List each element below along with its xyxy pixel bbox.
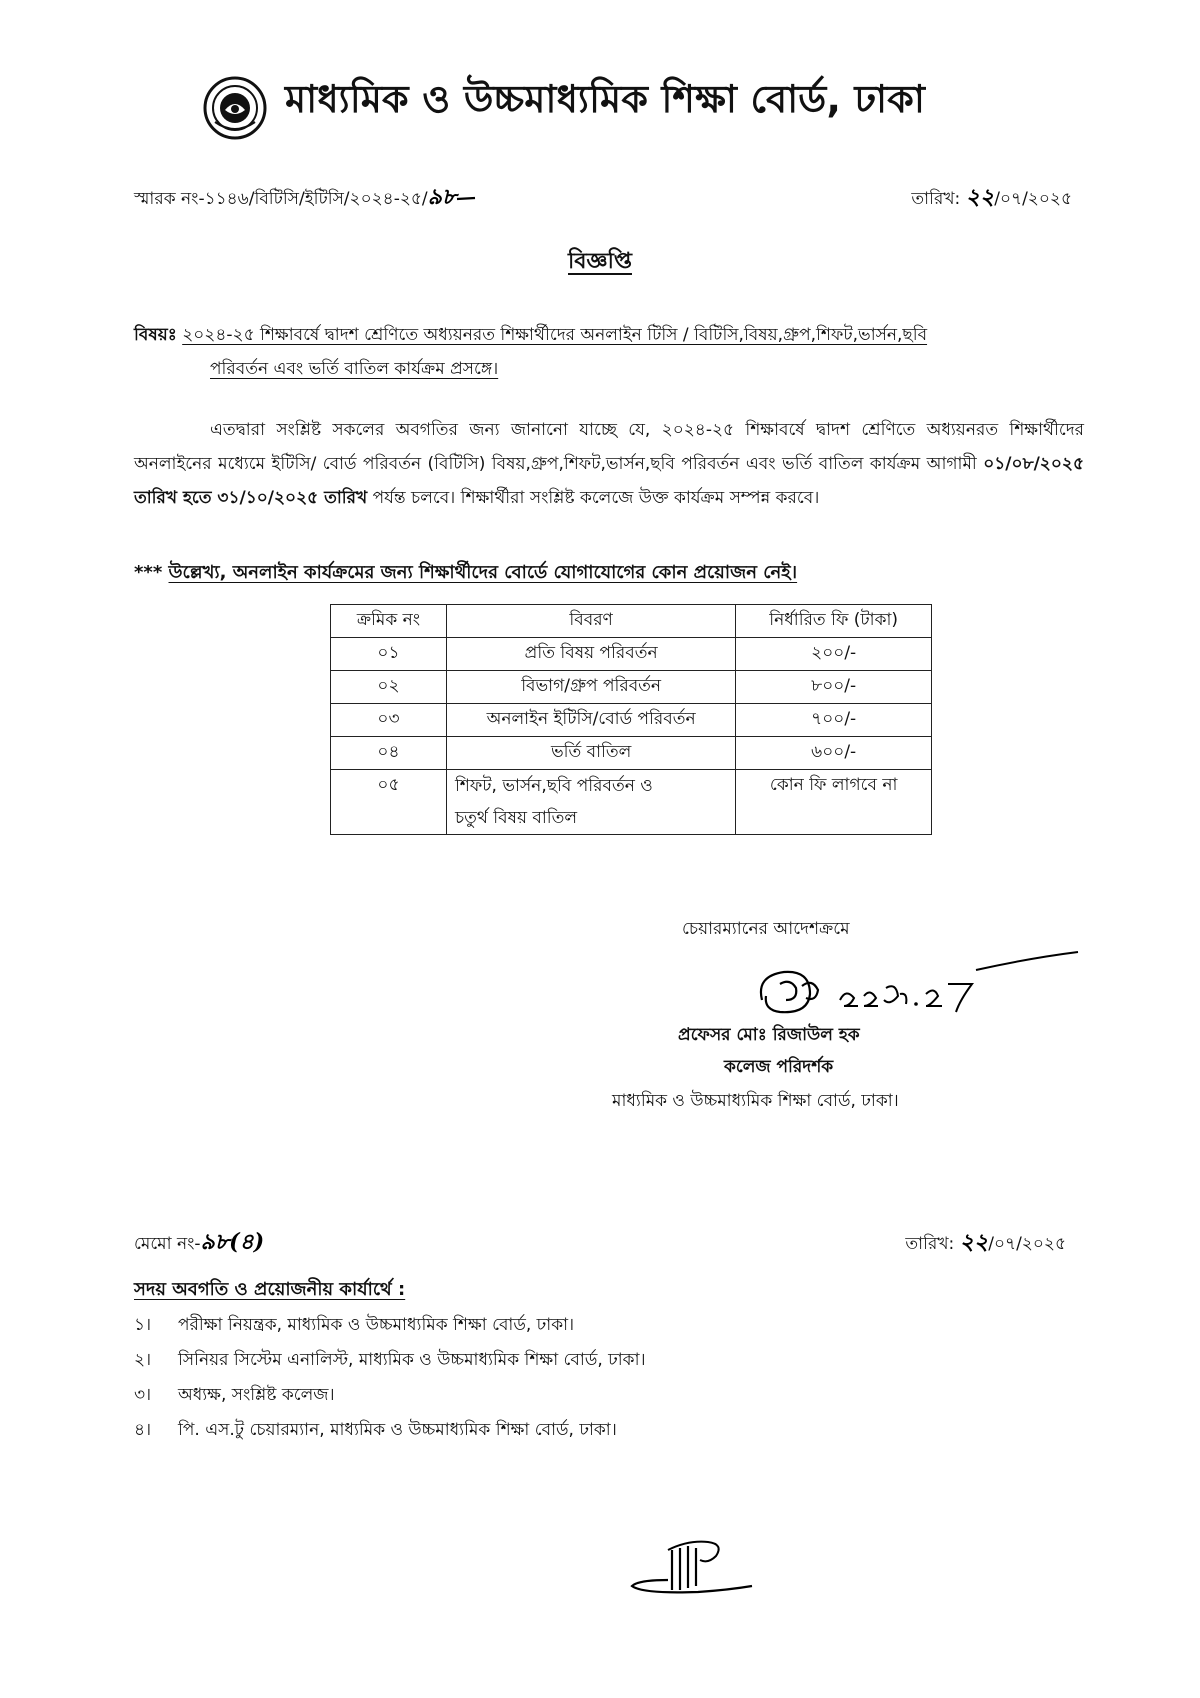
body-text-after: পর্যন্ত চলবে। শিক্ষার্থীরা সংশ্লিষ্ট কলেজে উক্ত কার্যক্রম সম্পন্ন করবে। <box>367 488 820 508</box>
date-label: তারিখ: <box>911 189 966 209</box>
fee-table <box>330 604 932 835</box>
date-rest: /০৭/২০২৫ <box>994 189 1072 209</box>
cell-serial: ০৪ <box>331 737 447 770</box>
cell-fee: ৮০০/- <box>736 671 932 704</box>
list-item-text: অধ্যক্ষ, সংশ্লিষ্ট কলেজ। <box>178 1385 335 1405</box>
memo-ref-handwritten: ৯৮ <box>427 184 457 210</box>
subject-line-2: পরিবর্তন এবং ভর্তি বাতিল কার্যক্রম প্রসঙ্গে। <box>210 359 499 379</box>
cell-serial: ০১ <box>331 638 447 671</box>
cell-serial: ০৩ <box>331 704 447 737</box>
cell-description-line-1: শিফট, ভার্সন,ছবি পরিবর্তন ও <box>454 776 653 796</box>
list-item <box>134 1378 646 1413</box>
subject-line-1: ২০২৪-২৫ শিক্ষাবর্ষে দ্বাদশ শ্রেণিতে অধ্যয়নরত শিক্ষার্থীদের অনলাইন টিসি / বিটিসি,বিষয়,গ্রুপ,শিফট,ভার্সন,ছবি <box>182 325 928 345</box>
board-seal-icon <box>203 76 267 140</box>
date2-label: তারিখ: <box>905 1234 960 1254</box>
distribution-title: সদয় অবগতি ও প্রয়োজনীয় কার্যার্থে : <box>134 1279 406 1300</box>
cell-serial: ০৫ <box>331 770 447 835</box>
list-item-number: ১। <box>134 1315 152 1335</box>
memo2-date <box>905 1225 1066 1262</box>
date-day-handwritten: ২২ <box>965 184 995 210</box>
order-line: চেয়ারম্যানের আদেশক্রমে <box>682 919 850 939</box>
cell-description-line-2: চতুর্থ বিষয় বাতিল <box>454 808 578 828</box>
list-item <box>134 1343 646 1378</box>
list-item-number: ৪। <box>134 1420 152 1440</box>
list-item-number: ৩। <box>134 1385 152 1405</box>
signatory-name: প্রফেসর মোঃ রিজাউল হক <box>678 1025 860 1045</box>
notice-title-text: বিজ্ঞপ্তি <box>568 249 632 274</box>
note-line <box>134 558 797 589</box>
memo2-ref-handwritten: ৯৮(৪) <box>200 1229 265 1255</box>
body-date-range: ০১/০৮/২০২৫ তারিখ হতে ৩১/১০/২০২৫ তারিখ <box>134 454 1084 508</box>
cell-fee: কোন ফি লাগবে না <box>736 770 932 835</box>
list-item-text: পরীক্ষা নিয়ন্ত্রক, মাধ্যমিক ও উচ্চমাধ্যমিক শিক্ষা বোর্ড, ঢাকা। <box>178 1315 575 1335</box>
table-header-row <box>331 605 932 638</box>
note-stars: *** <box>134 562 169 583</box>
list-item-text: সিনিয়র সিস্টেম এনালিস্ট, মাধ্যমিক ও উচ্চমাধ্যমিক শিক্ষা বোর্ড, ঢাকা। <box>178 1350 646 1370</box>
memo-reference <box>134 180 476 217</box>
cell-description: অনলাইন ইটিসি/বোর্ড পরিবর্তন <box>446 704 735 737</box>
handwritten-dash-mark <box>456 193 476 205</box>
cell-description: প্রতি বিষয় পরিবর্তন <box>446 638 735 671</box>
col-header-description: বিবরণ <box>446 605 735 638</box>
cell-description: ভর্তি বাতিল <box>446 737 735 770</box>
cell-fee: ৭০০/- <box>736 704 932 737</box>
col-header-serial: ক্রমিক নং <box>331 605 447 638</box>
cell-description <box>446 770 735 835</box>
signatory-designation: কলেজ পরিদর্শক <box>724 1057 834 1077</box>
memo-date <box>911 180 1072 217</box>
note-text: উল্লেখ্য, অনলাইন কার্যক্রমের জন্য শিক্ষার্থীদের বোর্ডে যোগাযোগের কোন প্রয়োজন নেই। <box>168 562 798 583</box>
cell-description: বিভাগ/গ্রুপ পরিবর্তন <box>446 671 735 704</box>
date2-day-handwritten: ২২ <box>959 1229 989 1255</box>
table-row <box>331 638 932 671</box>
list-item-text: পি. এস.টু চেয়ারম্যান, মাধ্যমিক ও উচ্চমাধ্যমিক শিক্ষা বোর্ড, ঢাকা। <box>178 1420 617 1440</box>
cell-serial: ০২ <box>331 671 447 704</box>
memo2-ref-printed: মেমো নং- <box>134 1234 201 1254</box>
handwritten-initials-signature <box>628 1536 758 1598</box>
col-header-fee: নির্ধারিত ফি (টাকা) <box>736 605 932 638</box>
cell-fee: ২০০/- <box>736 638 932 671</box>
subject-label: বিষয়ঃ <box>134 325 177 345</box>
memo-ref-printed: স্মারক নং-১১৪৬/বিটিসি/ইটিসি/২০২৪-২৫/ <box>134 189 428 209</box>
body-paragraph <box>134 413 1084 515</box>
table-row <box>331 704 932 737</box>
table-row <box>331 671 932 704</box>
handwritten-signature <box>750 948 1080 1032</box>
table-row <box>331 737 932 770</box>
list-item <box>134 1413 646 1448</box>
list-item <box>134 1308 646 1343</box>
list-item-number: ২। <box>134 1350 152 1370</box>
board-title: মাধ্যমিক ও উচ্চমাধ্যমিক শিক্ষা বোর্ড, ঢাকা <box>285 77 926 121</box>
body-text-before: এতদ্বারা সংশ্লিষ্ট সকলের অবগতির জন্য জানানো যাচ্ছে যে, ২০২৪-২৫ শিক্ষাবর্ষে দ্বাদশ শ্রেণিতে অধ্যয়নরত শিক্ষার্থীদের অনলাইনের মধ্যেমে ইটিসি/ বোর্ড পরিবর্তন (বিটিসি) বিষয়,গ্রুপ,শিফট,ভার্সন,ছবি পরিবর্তন এবং ভর্তি বাতিল কার্যক্রম আগামী <box>134 420 1084 474</box>
distribution-list <box>134 1308 646 1448</box>
notice-title <box>0 244 1200 281</box>
signatory-organization: মাধ্যমিক ও উচ্চমাধ্যমিক শিক্ষা বোর্ড, ঢাকা। <box>612 1091 899 1111</box>
subject-block <box>134 318 1084 386</box>
date2-rest: /০৭/২০২৫ <box>988 1234 1066 1254</box>
cell-fee: ৬০০/- <box>736 737 932 770</box>
table-row <box>331 770 932 835</box>
memo2-reference <box>134 1225 264 1262</box>
